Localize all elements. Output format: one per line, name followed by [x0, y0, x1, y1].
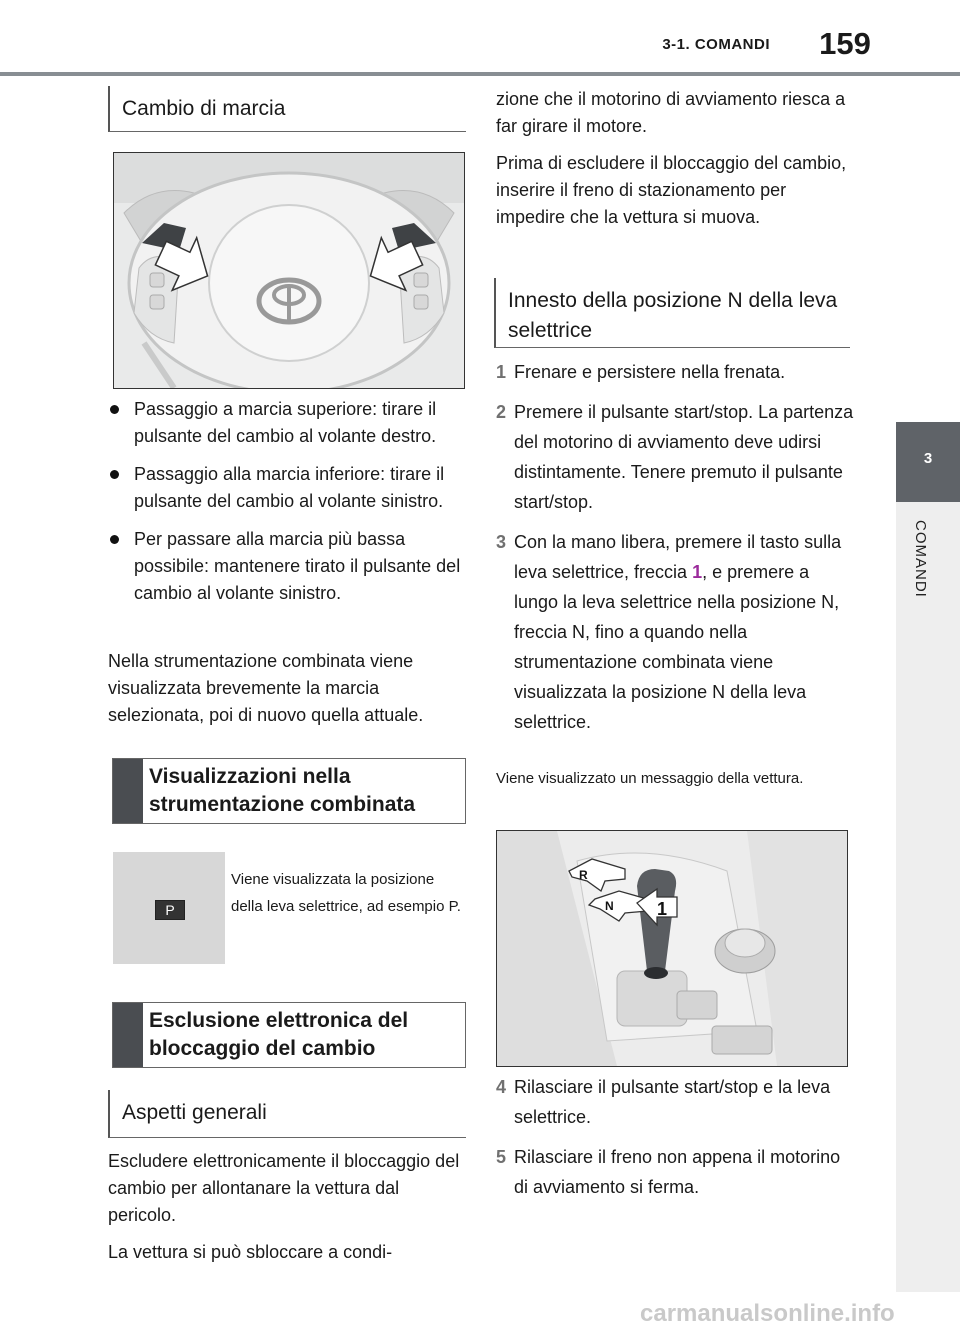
bullet-icon	[110, 405, 119, 414]
gear-bullet-list	[108, 396, 468, 618]
heading-gear-change-text: Cambio di marcia	[122, 97, 286, 120]
gear-p-symbol: P	[155, 900, 185, 920]
chapter-number: 3	[923, 450, 933, 467]
step-item: 1 Frenare e persistere nella frenata.	[496, 362, 786, 382]
header-rule	[0, 72, 960, 76]
heading-general	[108, 1090, 466, 1138]
list-item: Passaggio alla marcia inferiore: tirare il pulsante del cambio al volante sinistro.	[108, 461, 468, 515]
figure-label-r: R	[579, 868, 588, 882]
heading-override	[112, 1002, 466, 1068]
heading-displays	[112, 758, 466, 824]
heading-general-text: Aspetti generali	[122, 1101, 267, 1124]
list-item: Passaggio a marcia superiore: tirare il pulsante del cambio al volante destro.	[108, 396, 468, 450]
bullet-icon	[110, 470, 119, 479]
section-title: 3-1. COMANDI	[662, 36, 770, 53]
page-number: 159	[819, 26, 871, 61]
paragraph-general: Escludere elettronicamente il bloccaggio del cambio per allontanare la vettura dal pericolo. La vettura si può sbloccare a condi-	[108, 1151, 460, 1262]
heading-side-bar	[113, 759, 143, 823]
steps-list	[496, 357, 856, 747]
heading-n-position	[494, 278, 850, 348]
display-symbol-cell	[113, 852, 225, 964]
heading-n-position-text: Innesto della posizione N della leva selettrice	[508, 289, 838, 342]
selector-lever-illustration	[497, 831, 847, 1066]
step-item: 4 Rilasciare il pulsante start/stop e la leva selettrice.	[496, 1077, 831, 1127]
figure-callout-1: 1	[657, 899, 668, 919]
step-item: 5 Rilasciare il freno non appena il motorino di avviamento si ferma.	[496, 1147, 841, 1197]
figure-label-n: N	[605, 899, 614, 913]
paragraph-continued: zione che il motorino di avviamento riesca a far girare il motore. Prima di escludere il bloccaggio del cambio, inserire il freno di stazionamento per impedire che la vettura si muova.	[496, 89, 847, 227]
steering-wheel-illustration	[114, 153, 464, 388]
step-item: 2 Premere il pulsante start/stop. La partenza del motorino di avviamento deve udirsi distintamente. Tenere premuto il pulsante start/stop.	[496, 402, 854, 512]
bullet-icon	[110, 535, 119, 544]
step-item: 3 Con la mano libera, premere il tasto sulla leva selettrice, freccia 1, e premere a lungo la leva selettrice nella posizione N, freccia N, fino a quando nella strumentazione combinata viene visualizzata la posizione N della leva selettrice.	[496, 532, 842, 732]
steps-list-continued	[496, 1072, 856, 1212]
paragraph-display: Nella strumentazione combinata viene visualizzata brevemente la marcia selezionata, poi di nuovo quella attuale.	[108, 651, 424, 725]
heading-override-text: Esclusione elettronica del bloccaggio del cambio	[149, 1009, 409, 1060]
chapter-strip	[896, 502, 960, 1292]
list-item: Per passare alla marcia più bassa possibile: mantenere tirato il pulsante del cambio al volante sinistro.	[108, 526, 468, 607]
steering-wheel-figure	[113, 152, 465, 389]
heading-displays-text: Visualizzazioni nella strumentazione combinata	[149, 765, 416, 816]
watermark: carmanualsonline.info	[640, 1300, 895, 1327]
vehicle-message-note: Viene visualizzato un messaggio della vettura.	[496, 770, 804, 787]
heading-gear-change	[108, 86, 466, 132]
heading-side-bar	[113, 1003, 143, 1067]
arrow-ref-1: 1	[692, 562, 703, 582]
chapter-label: COMANDI	[912, 520, 929, 598]
selector-lever-figure	[496, 830, 848, 1067]
display-description: Viene visualizzata la posizione della leva selettrice, ad esempio P.	[231, 871, 461, 915]
